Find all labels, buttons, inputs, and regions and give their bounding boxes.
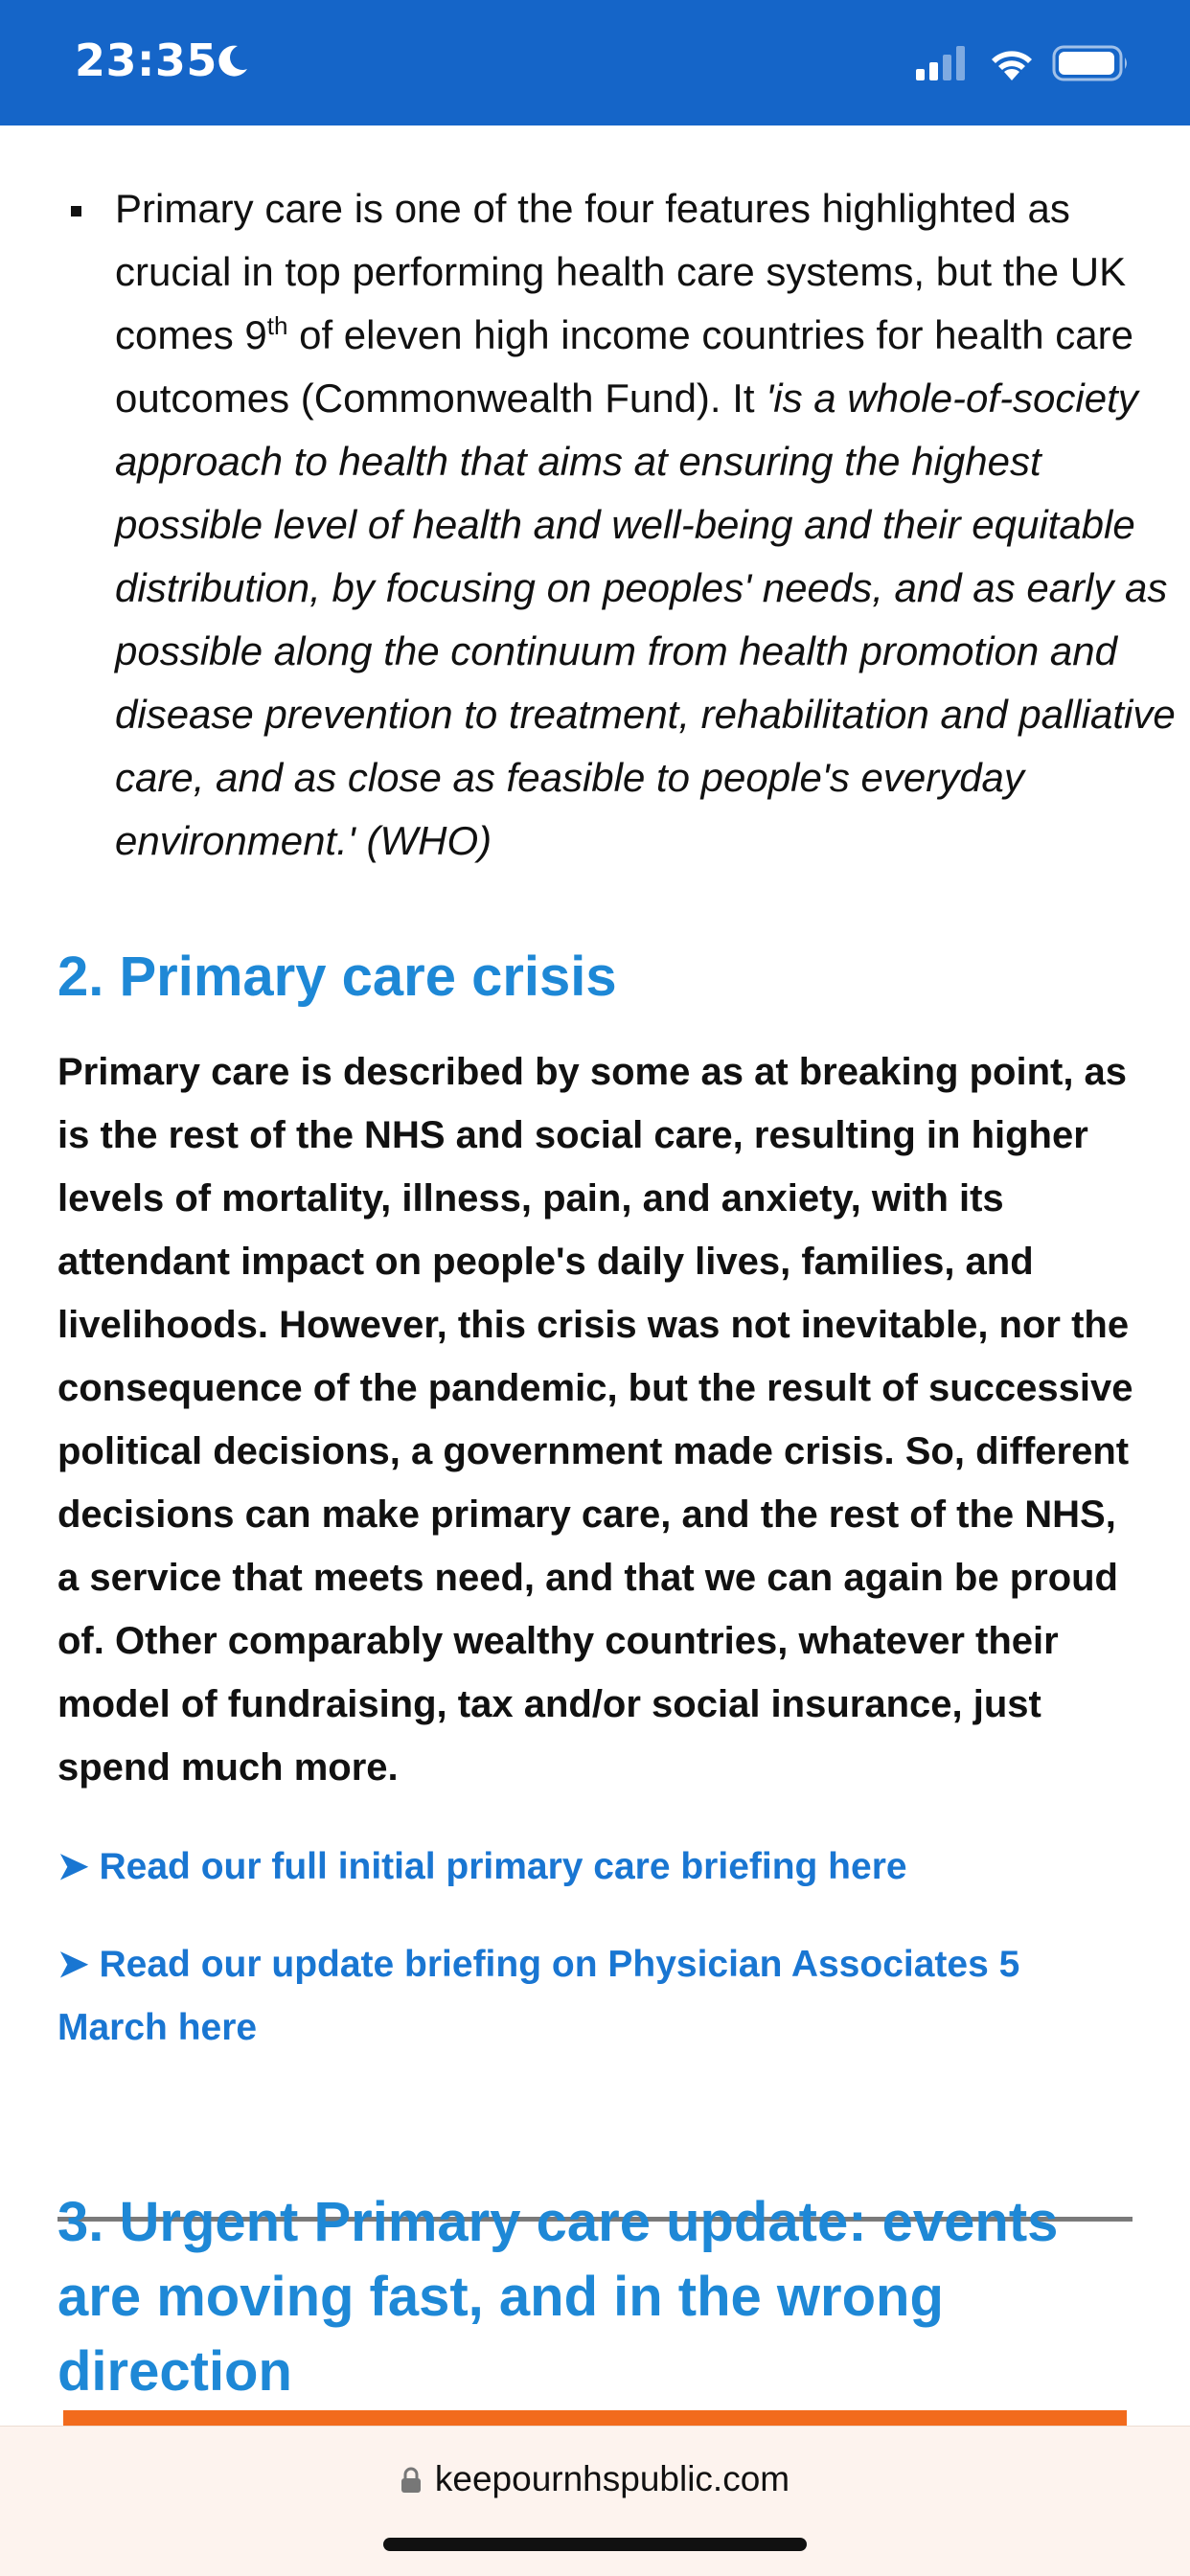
- lock-icon: [400, 2467, 422, 2494]
- who-quote: 'is a whole-of-society approach to health that aims at ensuring the highest possible level of health and well-being and their equitable distribution, by focusing on peoples' needs, and as early as possible along the continuum from health promotion and disease prevention to treatment, rehabilitation and palliative care, and as close as feasible to people's everyday environment.': [115, 376, 1176, 863]
- quote-source: (WHO): [355, 818, 492, 863]
- section-heading-urgent-update: 3. Urgent Primary care update: events are moving fast, and in the wrong direction: [57, 2191, 1059, 2403]
- home-indicator[interactable]: [383, 2538, 807, 2551]
- orange-accent-bar: [63, 2410, 1127, 2426]
- wifi-icon: [987, 42, 1037, 82]
- link-initial-briefing[interactable]: ➤ Read our full initial primary care briefing here: [57, 1846, 907, 1887]
- cellular-signal-icon: [914, 44, 970, 82]
- crisis-paragraph: Primary care is described by some as at breaking point, as is the rest of the NHS and social care, resulting in higher levels of mortality, illness, pain, and anxiety, with its attendant impact on people's daily lives, families, and livelihoods. However, this crisis was not inevitable, nor the consequence of the pandemic, but the result of successive political decisions, a government made crisis. So, different decisions can make primary care, and the rest of the NHS, a service that meets need, and that we can again be proud of. Other comparably wealthy countries, whatever their model of fundraising, tax and/or social insurance, just spend much more.: [57, 1051, 1133, 1789]
- moon-icon: [213, 42, 251, 80]
- status-time: 23:35: [75, 34, 217, 86]
- url-text: keepournhspublic.com: [434, 2459, 790, 2498]
- status-bar: [0, 0, 1190, 125]
- battery-icon: [1052, 44, 1131, 82]
- browser-address-bar[interactable]: [0, 2426, 1190, 2576]
- bullet-text-part2: of eleven high income countries for health care outcomes (Commonwealth Fund). It: [115, 312, 1133, 421]
- superscript-ordinal: th: [266, 311, 288, 340]
- bullet-text-part1: Primary care is one of the four features highlighted as crucial in top performing health care systems, but the UK comes 9: [115, 186, 1127, 357]
- bullet-text: [115, 177, 1188, 873]
- url-display[interactable]: [0, 2459, 1190, 2499]
- bullet-marker: [71, 206, 81, 217]
- link-physician-associates-briefing[interactable]: ➤ Read our update briefing on Physician Associates 5 March here: [57, 1944, 1020, 2048]
- section-heading-primary-care-crisis: 2. Primary care crisis: [57, 946, 617, 1008]
